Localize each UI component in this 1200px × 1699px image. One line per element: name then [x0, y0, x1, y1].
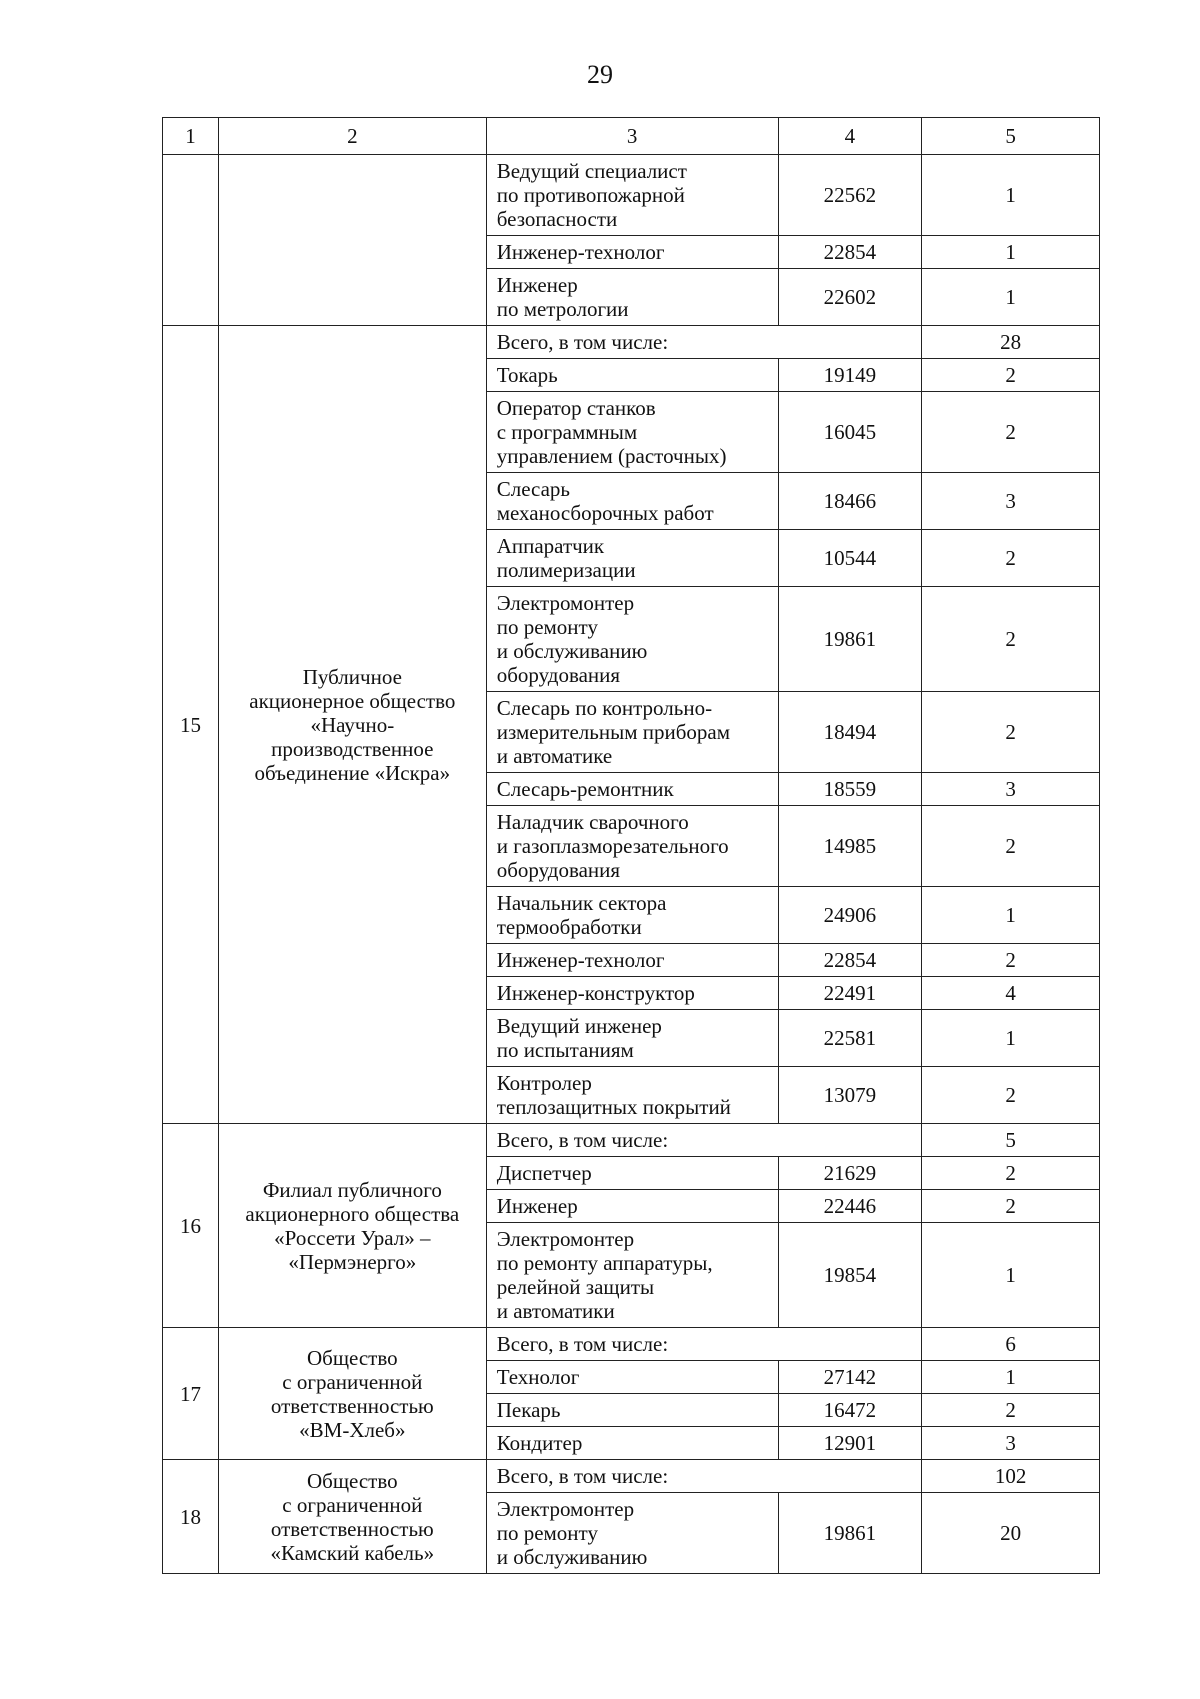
count-cell: 2	[922, 359, 1100, 392]
count-cell: 1	[922, 269, 1100, 326]
code-cell: 22602	[778, 269, 922, 326]
code-cell: 19149	[778, 359, 922, 392]
total-row	[163, 326, 1100, 359]
number-cell: 18	[163, 1460, 219, 1574]
position-cell: Электромонтер по ремонту и обслуживанию оборудования	[486, 587, 778, 692]
organization-cell: Общество с ограниченной ответственностью «Камский кабель»	[218, 1460, 486, 1574]
column-header: 3	[486, 118, 778, 155]
total-label-cell: Всего, в том числе:	[486, 326, 922, 359]
position-cell: Контролер теплозащитных покрытий	[486, 1067, 778, 1124]
position-cell: Пекарь	[486, 1394, 778, 1427]
position-cell: Токарь	[486, 359, 778, 392]
code-cell: 12901	[778, 1427, 922, 1460]
count-cell: 1	[922, 1010, 1100, 1067]
count-cell: 1	[922, 155, 1100, 236]
number-cell: 17	[163, 1328, 219, 1460]
table-row	[163, 155, 1100, 236]
count-cell: 2	[922, 392, 1100, 473]
position-cell: Технолог	[486, 1361, 778, 1394]
count-cell: 2	[922, 1190, 1100, 1223]
count-cell: 2	[922, 1394, 1100, 1427]
position-cell: Инженер-технолог	[486, 944, 778, 977]
code-cell: 22854	[778, 236, 922, 269]
position-cell: Слесарь по контрольно- измерительным приборам и автоматике	[486, 692, 778, 773]
position-cell: Слесарь механосборочных работ	[486, 473, 778, 530]
code-cell: 22446	[778, 1190, 922, 1223]
code-cell: 18494	[778, 692, 922, 773]
total-count-cell: 28	[922, 326, 1100, 359]
column-header: 5	[922, 118, 1100, 155]
organization-cell: Общество с ограниченной ответственностью «ВМ-Хлеб»	[218, 1328, 486, 1460]
code-cell: 13079	[778, 1067, 922, 1124]
count-cell: 1	[922, 887, 1100, 944]
position-cell: Слесарь-ремонтник	[486, 773, 778, 806]
total-row	[163, 1328, 1100, 1361]
total-count-cell: 102	[922, 1460, 1100, 1493]
code-cell: 18466	[778, 473, 922, 530]
header-row	[163, 118, 1100, 155]
count-cell: 3	[922, 1427, 1100, 1460]
total-row	[163, 1124, 1100, 1157]
organization-cell: Публичное акционерное общество «Научно- производственное объединение «Искра»	[218, 326, 486, 1124]
position-cell: Кондитер	[486, 1427, 778, 1460]
total-label-cell: Всего, в том числе:	[486, 1124, 922, 1157]
count-cell: 1	[922, 1223, 1100, 1328]
code-cell: 24906	[778, 887, 922, 944]
position-cell: Наладчик сварочного и газоплазморезательного оборудования	[486, 806, 778, 887]
code-cell: 16472	[778, 1394, 922, 1427]
count-cell: 2	[922, 587, 1100, 692]
position-cell: Инженер-технолог	[486, 236, 778, 269]
code-cell: 21629	[778, 1157, 922, 1190]
total-label-cell: Всего, в том числе:	[486, 1328, 922, 1361]
code-cell: 19861	[778, 587, 922, 692]
position-cell: Ведущий специалист по противопожарной безопасности	[486, 155, 778, 236]
position-cell: Начальник сектора термообработки	[486, 887, 778, 944]
code-cell: 22491	[778, 977, 922, 1010]
code-cell: 22854	[778, 944, 922, 977]
code-cell: 10544	[778, 530, 922, 587]
code-cell: 16045	[778, 392, 922, 473]
count-cell: 20	[922, 1493, 1100, 1574]
vacancy-table	[162, 117, 1100, 1574]
count-cell: 2	[922, 944, 1100, 977]
position-cell: Инженер по метрологии	[486, 269, 778, 326]
position-cell: Оператор станков с программным управлением (расточных)	[486, 392, 778, 473]
total-count-cell: 6	[922, 1328, 1100, 1361]
code-cell: 18559	[778, 773, 922, 806]
position-cell: Аппаратчик полимеризации	[486, 530, 778, 587]
organization-cell: Филиал публичного акционерного общества «Россети Урал» – «Пермэнерго»	[218, 1124, 486, 1328]
code-cell: 19854	[778, 1223, 922, 1328]
number-cell	[163, 155, 219, 326]
count-cell: 3	[922, 473, 1100, 530]
code-cell: 22581	[778, 1010, 922, 1067]
count-cell: 4	[922, 977, 1100, 1010]
number-cell: 16	[163, 1124, 219, 1328]
count-cell: 1	[922, 1361, 1100, 1394]
count-cell: 2	[922, 530, 1100, 587]
position-cell: Диспетчер	[486, 1157, 778, 1190]
number-cell: 15	[163, 326, 219, 1124]
total-label-cell: Всего, в том числе:	[486, 1460, 922, 1493]
column-header: 2	[218, 118, 486, 155]
count-cell: 2	[922, 806, 1100, 887]
table-body	[163, 118, 1100, 1574]
position-cell: Инженер-конструктор	[486, 977, 778, 1010]
total-count-cell: 5	[922, 1124, 1100, 1157]
count-cell: 2	[922, 692, 1100, 773]
column-header: 4	[778, 118, 922, 155]
column-header: 1	[163, 118, 219, 155]
count-cell: 2	[922, 1157, 1100, 1190]
position-cell: Электромонтер по ремонту аппаратуры, релейной защиты и автоматики	[486, 1223, 778, 1328]
count-cell: 2	[922, 1067, 1100, 1124]
code-cell: 19861	[778, 1493, 922, 1574]
count-cell: 3	[922, 773, 1100, 806]
organization-cell	[218, 155, 486, 326]
position-cell: Ведущий инженер по испытаниям	[486, 1010, 778, 1067]
position-cell: Электромонтер по ремонту и обслуживанию	[486, 1493, 778, 1574]
code-cell: 27142	[778, 1361, 922, 1394]
total-row	[163, 1460, 1100, 1493]
page-number: 29	[587, 60, 613, 89]
code-cell: 14985	[778, 806, 922, 887]
count-cell: 1	[922, 236, 1100, 269]
position-cell: Инженер	[486, 1190, 778, 1223]
code-cell: 22562	[778, 155, 922, 236]
